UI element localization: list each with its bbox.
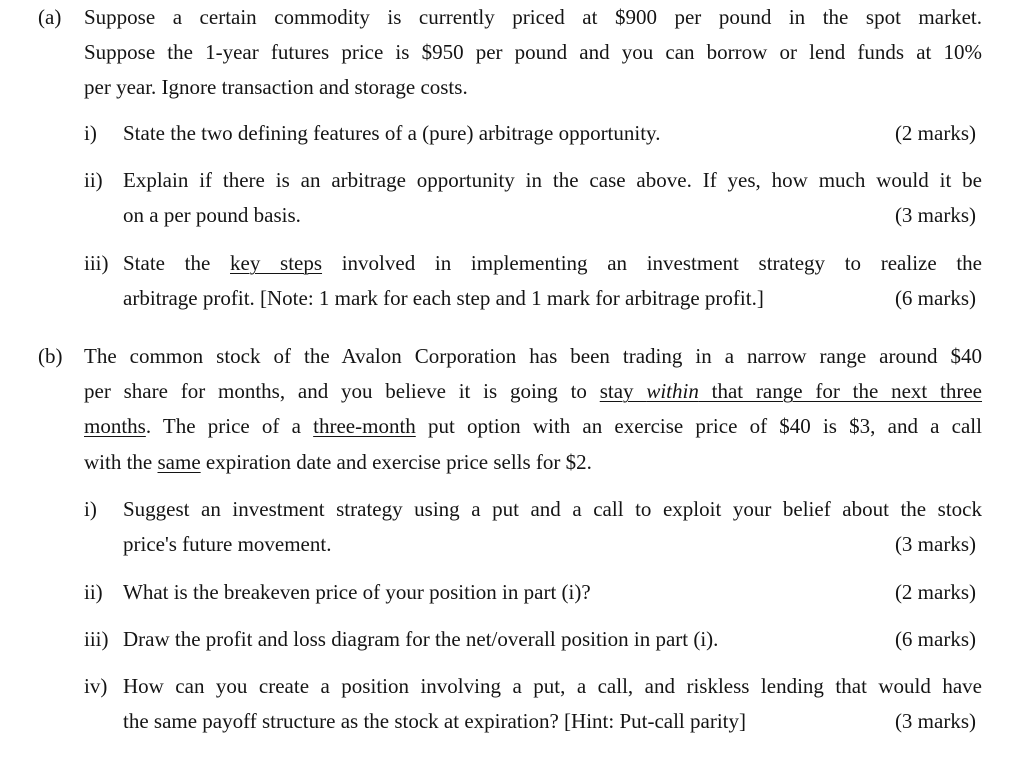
part-b-intro-line-2 [84, 378, 982, 404]
part-b-q2-marks: (2 marks) [894, 580, 976, 604]
text-segment: with the [84, 450, 158, 474]
part-b-q3-number: iii) [84, 627, 109, 651]
part-a-q1-marks: (2 marks) [894, 121, 976, 145]
underlined-key-steps: key steps [230, 251, 323, 275]
part-a-q2-number: ii) [84, 168, 103, 192]
part-a-intro-line-1: Suppose a certain commodity is currently priced at $900 per pound in the spot market. [84, 5, 982, 29]
text-segment: involved in implementing an investment strategy to realize the [322, 251, 983, 275]
part-b-q2-number: ii) [84, 580, 103, 604]
underlined-three-month: three-month [313, 414, 416, 438]
underlined-months: months [84, 414, 146, 438]
italic-within: within [646, 379, 699, 403]
part-b-q3-marks: (6 marks) [894, 627, 976, 651]
text-segment: put option with an exercise price of $40 is $3, and a call [415, 414, 982, 438]
text-segment: per share for months, and you believe it is going to [84, 379, 600, 403]
part-b-q1-number: i) [84, 497, 97, 521]
part-a-label: (a) [38, 5, 62, 29]
part-a-q2-marks: (3 marks) [894, 203, 976, 227]
part-a-q1-number: i) [84, 121, 97, 145]
text-segment: . The price of a [145, 414, 314, 438]
part-b-intro-line-1: The common stock of the Avalon Corporation has been trading in a narrow range around $40 [84, 344, 982, 368]
part-b-q1-marks: (3 marks) [894, 532, 976, 556]
part-a-intro-line-3: per year. Ignore transaction and storage costs. [84, 75, 468, 99]
part-a-intro-line-2: Suppose the 1-year futures price is $950 per pound and you can borrow or lend funds at 10% [84, 40, 982, 64]
underlined-stay-within [600, 379, 982, 403]
part-b-intro-line-4 [84, 449, 592, 475]
part-b-q4-marks: (3 marks) [894, 709, 976, 733]
part-b-q2-text: What is the breakeven price of your position in part (i)? [123, 580, 591, 604]
part-b-q1-text-line-2: price's future movement. [123, 532, 332, 556]
part-a-q3-marks: (6 marks) [894, 286, 976, 310]
text-segment: State the [123, 251, 231, 275]
part-b-q4-text-line-2: the same payoff structure as the stock at expiration? [Hint: Put-call parity] [123, 709, 746, 733]
text-segment: expiration date and exercise price sells for $2. [200, 450, 592, 474]
part-a-q3-number: iii) [84, 251, 109, 275]
part-a-q1-text: State the two defining features of a (pure) arbitrage opportunity. [123, 121, 661, 145]
part-b-q1-text-line-1: Suggest an investment strategy using a put and a call to exploit your belief about the stock [123, 497, 982, 521]
part-b-q4-text-line-1: How can you create a position involving a put, a call, and riskless lending that would have [123, 674, 982, 698]
underlined-same: same [157, 450, 201, 474]
part-a-q2-text-line-2: on a per pound basis. [123, 203, 301, 227]
text-segment: that range for the next three [698, 379, 983, 403]
part-b-q3-text: Draw the profit and loss diagram for the net/overall position in part (i). [123, 627, 719, 651]
part-b-label: (b) [38, 344, 63, 368]
text-segment: stay [599, 379, 647, 403]
part-a-q2-text-line-1: Explain if there is an arbitrage opportunity in the case above. If yes, how much would it be [123, 168, 982, 192]
part-a-q3-text-line-2: arbitrage profit. [Note: 1 mark for each step and 1 mark for arbitrage profit.] [123, 286, 764, 310]
part-a-q3-text-line-1 [123, 250, 982, 276]
part-b-intro-line-3 [84, 413, 982, 439]
part-b-q4-number: iv) [84, 674, 108, 698]
